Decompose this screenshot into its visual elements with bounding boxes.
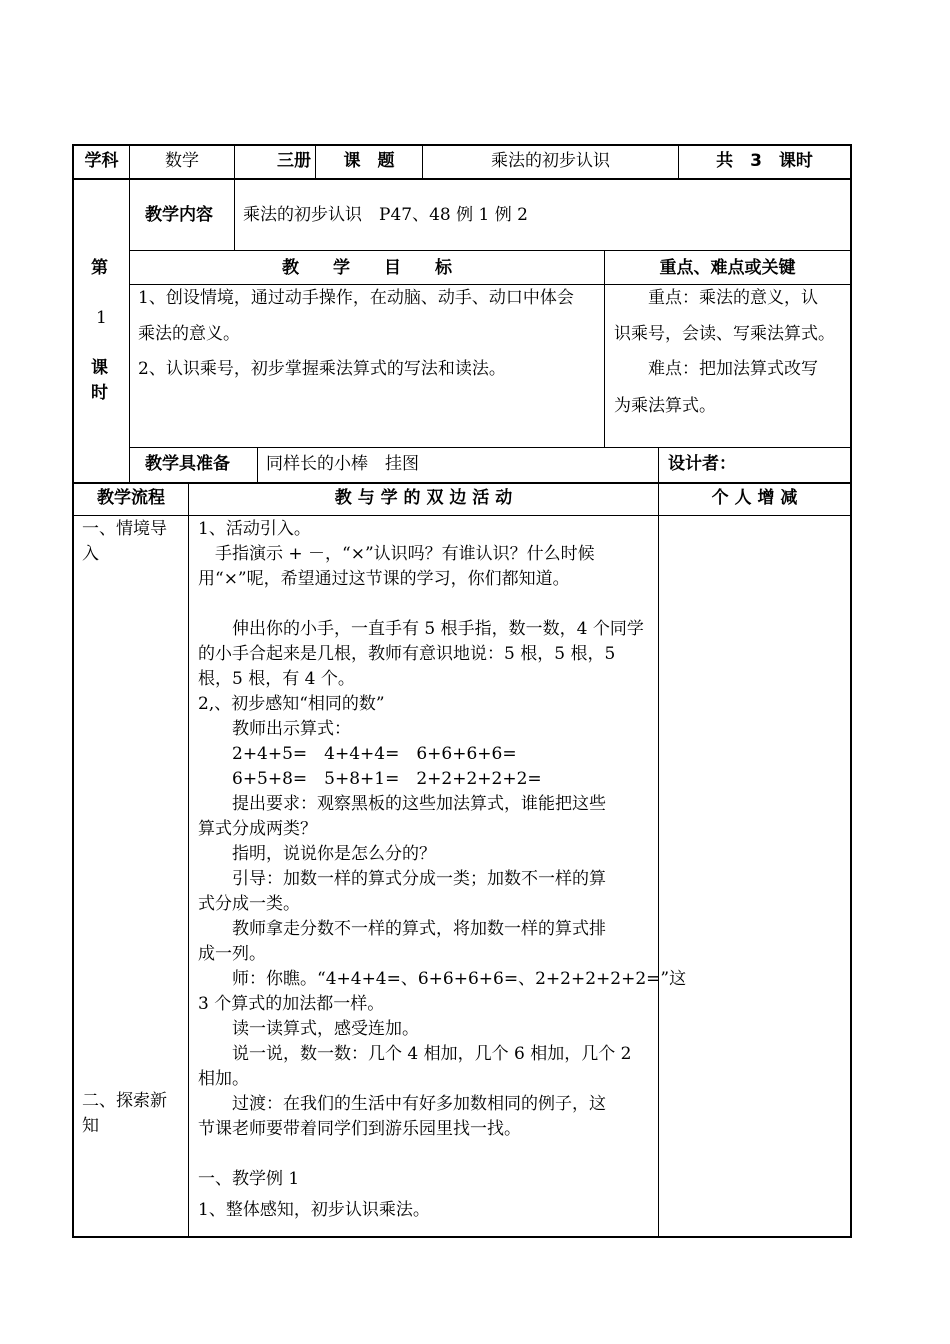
goals-header-bottom	[129, 284, 851, 285]
activity-text	[198, 517, 686, 1192]
activity-line: 手指演示 + －，“×”认识吗？有谁认识？什么时候	[198, 544, 595, 564]
activity-line: 根，5 根，有 4 个。	[198, 669, 355, 689]
content-value: 乘法的初步认识 P47、48 例 1 例 2	[243, 205, 528, 225]
activity-line: 1、活动引入。	[198, 519, 311, 539]
activity-line: 教师出示算式：	[198, 719, 351, 739]
activity-line: 伸出你的小手，一直手有 5 根手指，数一数，4 个同学	[198, 619, 644, 639]
activity-line: 2+4+5= 4+4+4= 6+6+6+6=	[198, 744, 517, 764]
activity-line	[198, 592, 686, 617]
r1-col-sep-2	[234, 144, 235, 180]
period-char-2: 课	[91, 358, 108, 378]
subject-value: 数学	[165, 151, 199, 171]
prep-label: 教学具准备	[145, 454, 230, 474]
goal-line: 乘法的意义。	[138, 324, 240, 344]
activity-line: 用“×”呢，希望通过这节课的学习，你们都知道。	[198, 569, 570, 589]
keypoint-line: 为乘法算式。	[614, 396, 716, 416]
activity-line: 教师拿走分数不一样的算式，将加数一样的算式排	[198, 919, 606, 939]
period-char-1: 第	[91, 258, 108, 278]
content-label-sep	[234, 178, 235, 250]
content-bottom	[129, 250, 851, 251]
goal-line: 2、认识乘号，初步掌握乘法算式的写法和读法。	[138, 359, 506, 379]
row1-divider	[72, 178, 852, 180]
keypoints-header: 重点、难点或关键	[659, 258, 796, 278]
activity-line: 师：你瞧。“4+4+4=、6+6+6+6=、2+2+2+2+2=”这	[198, 969, 687, 989]
activity-last-line: 1、整体感知，初步认识乘法。	[198, 1200, 430, 1220]
period-number: 1	[96, 308, 107, 328]
table-border-right	[850, 144, 852, 1238]
keypoint-line: 重点：乘法的意义，认	[614, 288, 818, 308]
activity-line: 3 个算式的加法都一样。	[198, 994, 385, 1014]
stage-2-line2: 知	[82, 1116, 99, 1136]
keypoint-line: 难点：把加法算式改写	[614, 359, 818, 379]
activity-line: 节课老师要带着同学们到游乐园里找一找。	[198, 1119, 521, 1139]
activity-line: 提出要求：观察黑板的这些加法算式，谁能把这些	[198, 794, 606, 814]
flow-header-stage: 教学流程	[97, 488, 165, 508]
activity-line: 算式分成两类？	[198, 819, 317, 839]
total-periods: 共 3 课时	[716, 151, 813, 171]
content-label: 教学内容	[145, 205, 213, 225]
flow-header-activity: 教 与 学 的 双 边 活 动	[334, 488, 513, 508]
stage-1-line1: 一、情境导	[82, 519, 167, 539]
lesson-left-sep	[129, 178, 130, 483]
activity-line: 指明，说说你是怎么分的？	[198, 844, 436, 864]
topic-label: 课 题	[343, 151, 395, 171]
topic-value: 乘法的初步认识	[491, 151, 610, 171]
table-border-bottom	[72, 1236, 852, 1238]
activity-line: 的小手合起来是几根，教师有意识地说：5 根，5 根，5	[198, 644, 616, 664]
period-char-3: 时	[91, 383, 108, 403]
activity-line: 引导：加数一样的算式分成一类；加数不一样的算	[198, 869, 606, 889]
stage-1-line2: 入	[82, 544, 99, 564]
goals-header: 教 学 目 标	[282, 258, 452, 278]
goals-bottom	[129, 447, 851, 448]
activity-line: 说一说，数一数：几个 4 相加，几个 6 相加，几个 2	[198, 1044, 632, 1064]
flow-sep-1	[188, 482, 189, 1237]
lesson-bottom	[72, 482, 852, 484]
stage-2-line1: 二、探索新	[82, 1091, 167, 1111]
keypoint-line: 识乘号，会读、写乘法算式。	[614, 324, 835, 344]
table-border-left	[72, 144, 74, 1238]
designer-label: 设计者：	[668, 454, 736, 474]
activity-line: 过渡：在我们的生活中有好多加数相同的例子，这	[198, 1094, 606, 1114]
activity-line: 相加。	[198, 1069, 249, 1089]
activity-line: 一、教学例 1	[198, 1169, 300, 1189]
flow-header-adjust: 个 人 增 减	[711, 488, 798, 508]
prep-value-sep	[658, 447, 659, 483]
activity-line: 成一列。	[198, 944, 266, 964]
goal-line: 1、创设情境，通过动手操作，在动脑、动手、动口中体会	[138, 288, 574, 308]
prep-label-sep	[257, 447, 258, 483]
activity-line: 式分成一类。	[198, 894, 300, 914]
activity-line	[198, 1142, 686, 1167]
activity-line: 6+5+8= 5+8+1= 2+2+2+2+2=	[198, 769, 542, 789]
volume-label: 三册	[277, 151, 311, 171]
subject-label: 学科	[84, 151, 119, 171]
activity-line: 2,、初步感知“相同的数”	[198, 694, 385, 714]
prep-value: 同样长的小棒 挂图	[266, 454, 419, 474]
flow-header-bottom	[72, 515, 852, 516]
table-border-top	[72, 144, 852, 146]
activity-line: 读一读算式，感受连加。	[198, 1019, 419, 1039]
